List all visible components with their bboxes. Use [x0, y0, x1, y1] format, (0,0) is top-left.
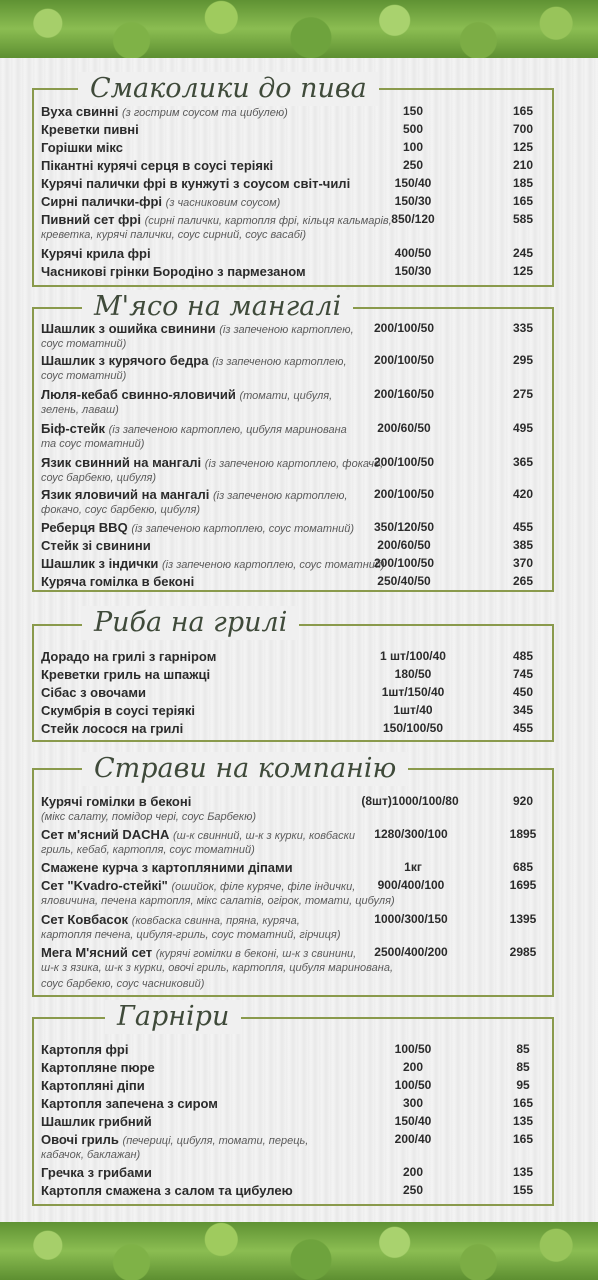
menu-item-description-continued: креветка, курячі палички, соус сирний, соус васабі): [41, 229, 307, 241]
section-title: М'ясо на мангалі: [82, 290, 353, 324]
menu-item-price: 585: [512, 212, 534, 226]
menu-item-weight: 200/100/50: [373, 455, 435, 469]
menu-item-weight: 2500/400/200: [374, 945, 448, 959]
menu-item-price: 495: [512, 421, 534, 435]
menu-item-description-continued: та соус томатний): [41, 438, 145, 450]
section-title: Риба на грилі: [82, 606, 299, 640]
menu-item-price: 385: [512, 538, 534, 552]
menu-item-price: 345: [512, 703, 534, 717]
menu-item-name: Скумбрія в соусі теріякі: [41, 703, 195, 718]
menu-item-price: 450: [512, 685, 534, 699]
menu-item-weight: (8шт)1000/100/80: [361, 794, 459, 808]
menu-item-price: 745: [512, 667, 534, 681]
menu-item-name: Дорадо на грилі з гарніром: [41, 649, 217, 664]
menu-item-price: 455: [512, 520, 534, 534]
menu-item-weight: 200/100/50: [373, 353, 435, 367]
menu-item-description-continued: соус томатний): [41, 338, 127, 350]
menu-item-price: 125: [512, 140, 534, 154]
menu-item-price: 1395: [509, 912, 537, 926]
menu-item-description: (із запеченою картоплею,: [213, 490, 348, 502]
menu-item-price: 185: [512, 176, 534, 190]
menu-item-price: 85: [516, 1060, 530, 1074]
menu-item-weight: 200/100/50: [373, 321, 435, 335]
menu-item-price: 155: [512, 1183, 534, 1197]
menu-item-weight: 1 шт/100/40: [380, 649, 446, 663]
menu-item-name: Люля-кебаб свинно-яловичий: [41, 387, 236, 402]
menu-item-name: Курячі крила фрі: [41, 246, 151, 261]
menu-item-weight: 100: [402, 140, 424, 154]
menu-item-price: 85: [516, 1042, 530, 1056]
menu-item-name: Овочі гриль: [41, 1132, 119, 1147]
menu-item-weight: 100/50: [394, 1078, 432, 1092]
menu-item-name: Сирні палички-фрі: [41, 194, 163, 209]
menu-item-weight: 250/40/50: [377, 574, 431, 588]
menu-item-name: Вуха свинні: [41, 104, 119, 119]
menu-item-weight: 1кг: [404, 860, 422, 874]
menu-item-price: 165: [512, 194, 534, 208]
menu-item-weight: 200/60/50: [377, 421, 431, 435]
menu-item-price: 165: [512, 104, 534, 118]
menu-item-description-continued: гриль, кебаб, картопля, соус томатний): [41, 844, 255, 856]
menu-item-name: Смажене курча з картопляними діпами: [41, 860, 293, 875]
menu-item-weight: 500: [402, 122, 424, 136]
menu-item-price: 245: [512, 246, 534, 260]
section-title: Страви на компанію: [82, 752, 408, 786]
menu-item-price: 1895: [509, 827, 537, 841]
menu-item-price: 165: [512, 1096, 534, 1110]
menu-item-name: Стейк лосося на грилі: [41, 721, 184, 736]
menu-item-name: Креветки пивні: [41, 122, 139, 137]
menu-item-weight: 250: [402, 158, 424, 172]
menu-item-weight: 250: [402, 1183, 424, 1197]
menu-item-description: (сирні палички, картопля фрі, кільця кальмарів,: [144, 215, 392, 227]
menu-item-name: Сет м'ясний DACHA: [41, 827, 170, 842]
menu-item-name: Стейк зі свинини: [41, 538, 151, 553]
menu-item-name: Пікантні курячі серця в соусі теріякі: [41, 158, 274, 173]
section-title: Смаколики до пива: [78, 72, 379, 106]
menu-item-weight: 150: [402, 104, 424, 118]
menu-item-name: Сібас з овочами: [41, 685, 146, 700]
menu-item-weight: 300: [402, 1096, 424, 1110]
menu-item-weight: 200/60/50: [377, 538, 431, 552]
menu-item-name: Картопля фрі: [41, 1042, 129, 1057]
menu-item-price: 135: [512, 1165, 534, 1179]
menu-item-name: Креветки гриль на шпажці: [41, 667, 211, 682]
menu-item-weight: 150/30: [394, 264, 432, 278]
menu-item-weight: 180/50: [394, 667, 432, 681]
menu-item-name: Куряча гомілка в беконі: [41, 574, 195, 589]
menu-item-name: Реберця BBQ: [41, 520, 128, 535]
menu-item-name: Картопляні діпи: [41, 1078, 145, 1093]
menu-item-description-continued: соус томатний): [41, 370, 127, 382]
menu-item-name: Сет Ковбасок: [41, 912, 129, 927]
menu-item-price: 135: [512, 1114, 534, 1128]
menu-item-price: 370: [512, 556, 534, 570]
moss-top-decoration: [0, 0, 598, 58]
menu-item-description: (ошийок, філе куряче, філе індички,: [171, 881, 356, 893]
menu-item-description-continued: яловичина, печена картопля, мікс салатів, огірок, томати, цибуля): [41, 895, 395, 907]
menu-item-name: Курячі палички фрі в кунжуті з соусом світ-чилі: [41, 176, 351, 191]
menu-item-description-continued: кабачок, баклажан): [41, 1149, 141, 1161]
menu-item-price: 420: [512, 487, 534, 501]
menu-item-weight: 200: [402, 1060, 424, 1074]
menu-item-description: (із запеченою картоплею,: [212, 356, 347, 368]
menu-item-weight: 150/100/50: [382, 721, 444, 735]
menu-item-name: Горішки мікс: [41, 140, 123, 155]
menu-item-description-continued: соус барбекю, цибуля): [41, 472, 157, 484]
menu-item-weight: 100/50: [394, 1042, 432, 1056]
menu-item-name: Пивний сет фрі: [41, 212, 141, 227]
menu-item-price: 920: [512, 794, 534, 808]
menu-item-weight: 1000/300/150: [374, 912, 448, 926]
menu-item-name: Картопля запечена з сиром: [41, 1096, 218, 1111]
menu-item-description-continued: ш-к з язика, ш-к з курки, овочі гриль, картопля, цибуля маринована,: [41, 962, 393, 974]
menu-item-name: Шашлик з курячого бедра: [41, 353, 209, 368]
menu-item-description-continued: картопля печена, цибуля-гриль, соус томатний, гірчиця): [41, 929, 341, 941]
menu-item-weight: 900/400/100: [377, 878, 445, 892]
menu-item-description: (із запеченою картоплею, цибуля маринована: [108, 424, 347, 436]
menu-item-description-continued: фокачо, соус барбекю, цибуля): [41, 504, 201, 516]
menu-item-weight: 200/160/50: [373, 387, 435, 401]
menu-item-description: (ш-к свинний, ш-к з курки, ковбаски: [172, 830, 355, 842]
menu-item-description: (печериці, цибуля, томати, перець,: [122, 1135, 309, 1147]
menu-item-name: Гречка з грибами: [41, 1165, 152, 1180]
menu-item-name: Язик свинний на мангалі: [41, 455, 202, 470]
menu-item-name: Мега М'ясний сет: [41, 945, 153, 960]
menu-item-name: Сет "Kvadro-стейкі": [41, 878, 168, 893]
menu-item-price: 295: [512, 353, 534, 367]
menu-item-description: (томати, цибуля,: [239, 390, 333, 402]
menu-item-weight: 850/120: [391, 212, 435, 226]
menu-item-weight: 200/40: [394, 1132, 432, 1146]
menu-item-description: (ковбаска свинна, пряна, куряча,: [131, 915, 300, 927]
menu-item-weight: 350/120/50: [373, 520, 435, 534]
moss-bottom-decoration: [0, 1222, 598, 1280]
menu-item-price: 700: [512, 122, 534, 136]
menu-item-price: 485: [512, 649, 534, 663]
menu-item-description: (з гострим соусом та цибулею): [122, 107, 288, 119]
menu-item-price: 1695: [509, 878, 537, 892]
menu-item-description: (із запеченою картоплею, соус томатний): [161, 559, 385, 571]
menu-item-price: 210: [512, 158, 534, 172]
menu-item-description: (із запеченою картоплею, соус томатний): [131, 523, 355, 535]
menu-item-name: Шашлик з ошийка свинини: [41, 321, 216, 336]
menu-item-description: (з часниковим соусом): [165, 197, 281, 209]
menu-item-description: (із запеченою картоплею, фокачо,: [204, 458, 384, 470]
menu-item-weight: 400/50: [394, 246, 432, 260]
menu-item-description-continued: соус барбекю, соус часниковий): [41, 978, 205, 990]
menu-item-description: (із запеченою картоплею,: [219, 324, 354, 336]
menu-item-weight: 150/40: [394, 1114, 432, 1128]
menu-item-weight: 200: [402, 1165, 424, 1179]
menu-item-description: (курячі гомілки в беконі, ш-к з свинини,: [155, 948, 357, 960]
menu-item-name: Картопля смажена з салом та цибулею: [41, 1183, 293, 1198]
section-title: Гарніри: [105, 1000, 241, 1034]
menu-item-price: 275: [512, 387, 534, 401]
menu-item-description-continued: зелень, лаваш): [41, 404, 119, 416]
menu-item-name: Шашлик з індички: [41, 556, 159, 571]
menu-item-weight: 150/30: [394, 194, 432, 208]
menu-item-price: 125: [512, 264, 534, 278]
menu-item-name: Язик яловичий на мангалі: [41, 487, 210, 502]
menu-item-name: Часникові грінки Бородіно з пармезаном: [41, 264, 306, 279]
menu-item-price: 95: [516, 1078, 530, 1092]
menu-item-name: Біф-стейк: [41, 421, 105, 436]
menu-item-weight: 1280/300/100: [374, 827, 448, 841]
menu-item-weight: 1шт/40: [393, 703, 433, 717]
menu-item-price: 455: [512, 721, 534, 735]
menu-item-description-continued: (мікс салату, помідор чері, соус Барбекю): [41, 811, 257, 823]
menu-item-weight: 200/100/50: [373, 556, 435, 570]
menu-item-price: 685: [512, 860, 534, 874]
menu-item-price: 365: [512, 455, 534, 469]
menu-item-name: Шашлик грибний: [41, 1114, 152, 1129]
menu-item-name: Курячі гомілки в беконі: [41, 794, 192, 809]
menu-item-price: 165: [512, 1132, 534, 1146]
menu-item-weight: 1шт/150/40: [381, 685, 445, 699]
menu-item-price: 335: [512, 321, 534, 335]
menu-item-price: 265: [512, 574, 534, 588]
menu-item-price: 2985: [509, 945, 537, 959]
menu-item-name: Картопляне пюре: [41, 1060, 155, 1075]
menu-item-weight: 150/40: [394, 176, 432, 190]
menu-item-weight: 200/100/50: [373, 487, 435, 501]
